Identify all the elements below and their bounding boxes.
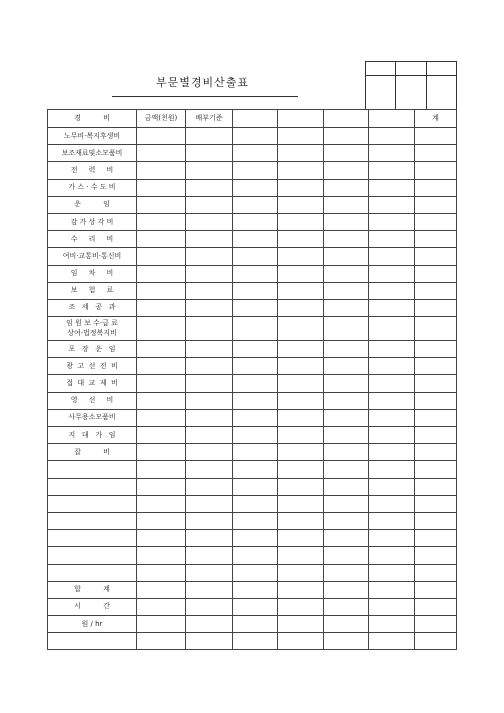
input-cell[interactable] [278, 616, 324, 633]
table-row [48, 282, 457, 299]
input-cell[interactable] [324, 299, 369, 316]
input-cell[interactable] [415, 616, 457, 633]
input-cell[interactable] [369, 282, 415, 299]
input-cell[interactable] [137, 392, 186, 409]
input-cell[interactable] [137, 179, 186, 196]
table-row [48, 581, 457, 598]
input-cell[interactable] [278, 427, 324, 444]
input-cell[interactable] [324, 512, 369, 529]
input-cell[interactable] [233, 317, 278, 341]
row-label: 접 대 교 제 비 [48, 375, 137, 392]
input-cell[interactable] [415, 581, 457, 598]
input-cell[interactable] [369, 196, 415, 213]
input-cell[interactable] [233, 248, 278, 265]
input-cell[interactable] [137, 444, 186, 461]
input-cell[interactable] [137, 547, 186, 564]
input-cell[interactable] [278, 145, 324, 162]
input-cell[interactable] [137, 478, 186, 495]
input-cell[interactable] [137, 616, 186, 633]
input-cell[interactable] [186, 478, 233, 495]
input-cell[interactable] [324, 392, 369, 409]
input-cell[interactable] [324, 530, 369, 547]
input-cell[interactable] [415, 265, 457, 282]
input-cell[interactable] [369, 213, 415, 230]
input-cell[interactable] [324, 162, 369, 179]
header-amount: 금액(천원) [137, 110, 186, 128]
input-cell[interactable] [415, 162, 457, 179]
input-cell[interactable] [278, 530, 324, 547]
input-cell[interactable] [186, 265, 233, 282]
row-label: 시 간 [48, 598, 137, 615]
input-cell[interactable] [324, 231, 369, 248]
approval-title-cell-1 [366, 62, 396, 76]
input-cell[interactable] [137, 196, 186, 213]
table-row [48, 358, 457, 375]
input-cell[interactable] [186, 317, 233, 341]
input-cell[interactable] [369, 299, 415, 316]
input-cell[interactable] [369, 145, 415, 162]
input-cell[interactable] [278, 128, 324, 145]
row-label: 광 고 선 전 비 [48, 358, 137, 375]
row-label: 여비·교통비·통신비 [48, 248, 137, 265]
input-cell[interactable] [324, 478, 369, 495]
input-cell[interactable] [369, 461, 415, 478]
row-label [48, 564, 137, 581]
input-cell[interactable] [324, 128, 369, 145]
input-cell[interactable] [415, 341, 457, 358]
input-cell[interactable] [137, 564, 186, 581]
input-cell[interactable] [186, 564, 233, 581]
input-cell[interactable] [369, 616, 415, 633]
input-cell[interactable] [186, 633, 233, 650]
approval-title-cell-2 [396, 62, 427, 76]
row-label: 감 가 상 각 비 [48, 213, 137, 230]
table-row [48, 495, 457, 512]
input-cell[interactable] [233, 530, 278, 547]
input-cell[interactable] [186, 461, 233, 478]
input-cell[interactable] [415, 512, 457, 529]
row-label: 지 대 가 임 [48, 427, 137, 444]
input-cell[interactable] [415, 358, 457, 375]
input-cell[interactable] [186, 375, 233, 392]
table-row [48, 461, 457, 478]
input-cell[interactable] [369, 547, 415, 564]
input-cell[interactable] [186, 530, 233, 547]
approval-sign-cell-2[interactable] [396, 76, 427, 110]
input-cell[interactable] [233, 341, 278, 358]
input-cell[interactable] [137, 282, 186, 299]
row-label: 보조재료및소모품비 [48, 145, 137, 162]
input-cell[interactable] [186, 598, 233, 615]
input-cell[interactable] [186, 128, 233, 145]
input-cell[interactable] [369, 409, 415, 426]
input-cell[interactable] [186, 444, 233, 461]
row-label [48, 512, 137, 529]
table-row [48, 530, 457, 547]
input-cell[interactable] [369, 248, 415, 265]
input-cell[interactable] [186, 358, 233, 375]
input-cell[interactable] [369, 581, 415, 598]
input-cell[interactable] [324, 341, 369, 358]
input-cell[interactable] [137, 213, 186, 230]
input-cell[interactable] [415, 409, 457, 426]
table-row [48, 392, 457, 409]
input-cell[interactable] [186, 581, 233, 598]
input-cell[interactable] [324, 444, 369, 461]
input-cell[interactable] [324, 495, 369, 512]
input-cell[interactable] [415, 495, 457, 512]
input-cell[interactable] [233, 196, 278, 213]
input-cell[interactable] [137, 375, 186, 392]
input-cell[interactable] [186, 409, 233, 426]
row-label: 보 험 료 [48, 282, 137, 299]
input-cell[interactable] [233, 282, 278, 299]
table-row [48, 616, 457, 633]
row-label: 조 세 공 과 [48, 299, 137, 316]
input-cell[interactable] [415, 213, 457, 230]
input-cell[interactable] [186, 179, 233, 196]
row-label: 잡 비 [48, 444, 137, 461]
input-cell[interactable] [324, 461, 369, 478]
input-cell[interactable] [233, 616, 278, 633]
input-cell[interactable] [233, 392, 278, 409]
input-cell[interactable] [186, 547, 233, 564]
input-cell[interactable] [137, 299, 186, 316]
input-cell[interactable] [233, 299, 278, 316]
row-label: 수 리 비 [48, 231, 137, 248]
row-label: 합 계 [48, 581, 137, 598]
input-cell[interactable] [415, 128, 457, 145]
input-cell[interactable] [137, 358, 186, 375]
input-cell[interactable] [369, 128, 415, 145]
row-label [48, 461, 137, 478]
approval-sign-cell-3[interactable] [427, 76, 457, 110]
input-cell[interactable] [233, 128, 278, 145]
row-label: 포 장 운 임 [48, 341, 137, 358]
input-cell[interactable] [278, 444, 324, 461]
input-cell[interactable] [415, 547, 457, 564]
input-cell[interactable] [186, 495, 233, 512]
input-cell[interactable] [324, 409, 369, 426]
input-cell[interactable] [278, 598, 324, 615]
row-label [48, 317, 137, 341]
table-row [48, 341, 457, 358]
table-row [48, 265, 457, 282]
input-cell[interactable] [233, 564, 278, 581]
input-cell[interactable] [137, 598, 186, 615]
input-cell[interactable] [369, 392, 415, 409]
row-label [48, 547, 137, 564]
row-label [48, 530, 137, 547]
table-row [48, 317, 457, 341]
input-cell[interactable] [278, 179, 324, 196]
input-cell[interactable] [415, 145, 457, 162]
input-cell[interactable] [278, 358, 324, 375]
input-cell[interactable] [369, 162, 415, 179]
input-cell[interactable] [324, 317, 369, 341]
input-cell[interactable] [415, 461, 457, 478]
input-cell[interactable] [233, 547, 278, 564]
input-cell[interactable] [369, 358, 415, 375]
input-cell[interactable] [233, 461, 278, 478]
input-cell[interactable] [137, 495, 186, 512]
row-label [48, 478, 137, 495]
input-cell[interactable] [415, 231, 457, 248]
input-cell[interactable] [186, 616, 233, 633]
input-cell[interactable] [278, 581, 324, 598]
input-cell[interactable] [137, 581, 186, 598]
table-row [48, 248, 457, 265]
input-cell[interactable] [415, 392, 457, 409]
input-cell[interactable] [369, 317, 415, 341]
input-cell[interactable] [233, 409, 278, 426]
input-cell[interactable] [233, 358, 278, 375]
input-cell[interactable] [278, 392, 324, 409]
input-cell[interactable] [186, 282, 233, 299]
input-cell[interactable] [324, 633, 369, 650]
table-row [48, 231, 457, 248]
input-cell[interactable] [369, 478, 415, 495]
input-cell[interactable] [186, 392, 233, 409]
row-label: 사무용소모품비 [48, 409, 137, 426]
input-cell[interactable] [415, 633, 457, 650]
table-row [48, 598, 457, 615]
input-cell[interactable] [324, 196, 369, 213]
row-label-line: 상여·법정복지비 [67, 328, 117, 337]
table-row [48, 633, 457, 650]
input-cell[interactable] [278, 512, 324, 529]
input-cell[interactable] [324, 248, 369, 265]
approval-box [365, 61, 457, 110]
table-row [48, 179, 457, 196]
table-row [48, 444, 457, 461]
input-cell[interactable] [324, 427, 369, 444]
input-cell[interactable] [278, 213, 324, 230]
table-row [48, 196, 457, 213]
header-dept-4 [369, 110, 415, 128]
input-cell[interactable] [186, 248, 233, 265]
table-row [48, 512, 457, 529]
input-cell[interactable] [415, 530, 457, 547]
table-row [48, 299, 457, 316]
input-cell[interactable] [415, 444, 457, 461]
input-cell[interactable] [278, 461, 324, 478]
input-cell[interactable] [233, 581, 278, 598]
input-cell[interactable] [137, 145, 186, 162]
input-cell[interactable] [324, 564, 369, 581]
input-cell[interactable] [324, 547, 369, 564]
table-row [48, 145, 457, 162]
row-label: 노무비·복지후생비 [48, 128, 137, 145]
input-cell[interactable] [324, 598, 369, 615]
header-basis: 배부기준 [186, 110, 233, 128]
header-dept-3 [324, 110, 369, 128]
input-cell[interactable] [415, 196, 457, 213]
input-cell[interactable] [324, 358, 369, 375]
input-cell[interactable] [233, 179, 278, 196]
input-cell[interactable] [233, 213, 278, 230]
input-cell[interactable] [324, 179, 369, 196]
input-cell[interactable] [233, 162, 278, 179]
table-row [48, 547, 457, 564]
input-cell[interactable] [324, 213, 369, 230]
input-cell[interactable] [415, 478, 457, 495]
input-cell[interactable] [233, 598, 278, 615]
approval-title-cell-3 [427, 62, 457, 76]
input-cell[interactable] [324, 375, 369, 392]
input-cell[interactable] [137, 248, 186, 265]
input-cell[interactable] [278, 633, 324, 650]
input-cell[interactable] [278, 162, 324, 179]
table-row [48, 564, 457, 581]
input-cell[interactable] [233, 633, 278, 650]
row-label: 원 / hr [48, 616, 137, 633]
input-cell[interactable] [278, 375, 324, 392]
input-cell[interactable] [415, 179, 457, 196]
header-dept-2 [278, 110, 324, 128]
input-cell[interactable] [369, 265, 415, 282]
input-cell[interactable] [324, 145, 369, 162]
input-cell[interactable] [233, 427, 278, 444]
table-header-row [48, 110, 457, 128]
input-cell[interactable] [233, 495, 278, 512]
expense-table [47, 109, 457, 650]
input-cell[interactable] [186, 145, 233, 162]
row-label: 영 선 비 [48, 392, 137, 409]
input-cell[interactable] [369, 633, 415, 650]
table-row [48, 478, 457, 495]
input-cell[interactable] [278, 248, 324, 265]
table-row [48, 427, 457, 444]
input-cell[interactable] [137, 530, 186, 547]
input-cell[interactable] [233, 231, 278, 248]
input-cell[interactable] [137, 409, 186, 426]
input-cell[interactable] [324, 265, 369, 282]
input-cell[interactable] [278, 231, 324, 248]
input-cell[interactable] [137, 128, 186, 145]
input-cell[interactable] [369, 231, 415, 248]
input-cell[interactable] [278, 495, 324, 512]
input-cell[interactable] [324, 282, 369, 299]
input-cell[interactable] [278, 341, 324, 358]
input-cell[interactable] [137, 427, 186, 444]
input-cell[interactable] [369, 427, 415, 444]
input-cell[interactable] [369, 564, 415, 581]
input-cell[interactable] [415, 564, 457, 581]
row-label [48, 495, 137, 512]
table-row [48, 375, 457, 392]
input-cell[interactable] [278, 478, 324, 495]
input-cell[interactable] [137, 633, 186, 650]
input-cell[interactable] [233, 444, 278, 461]
input-cell[interactable] [415, 375, 457, 392]
input-cell[interactable] [186, 341, 233, 358]
row-label: 가 스 · 수 도 비 [48, 179, 137, 196]
input-cell[interactable] [415, 427, 457, 444]
table-row [48, 128, 457, 145]
input-cell[interactable] [233, 145, 278, 162]
input-cell[interactable] [415, 299, 457, 316]
input-cell[interactable] [415, 317, 457, 341]
input-cell[interactable] [186, 196, 233, 213]
row-label [48, 633, 137, 650]
row-label: 임 차 비 [48, 265, 137, 282]
input-cell[interactable] [186, 231, 233, 248]
input-cell[interactable] [186, 162, 233, 179]
table-row [48, 162, 457, 179]
input-cell[interactable] [369, 341, 415, 358]
document-title: 부문별경비산출표 [155, 76, 249, 89]
input-cell[interactable] [415, 598, 457, 615]
input-cell[interactable] [369, 530, 415, 547]
input-cell[interactable] [278, 196, 324, 213]
input-cell[interactable] [278, 317, 324, 341]
input-cell[interactable] [137, 512, 186, 529]
input-cell[interactable] [137, 231, 186, 248]
input-cell[interactable] [415, 282, 457, 299]
input-cell[interactable] [369, 375, 415, 392]
input-cell[interactable] [186, 213, 233, 230]
input-cell[interactable] [278, 265, 324, 282]
input-cell[interactable] [233, 512, 278, 529]
table-row [48, 213, 457, 230]
input-cell[interactable] [137, 162, 186, 179]
input-cell[interactable] [415, 248, 457, 265]
input-cell[interactable] [137, 461, 186, 478]
title-underline [112, 96, 298, 97]
input-cell[interactable] [186, 512, 233, 529]
input-cell[interactable] [137, 317, 186, 341]
header-total: 계 [415, 110, 457, 128]
input-cell[interactable] [324, 581, 369, 598]
input-cell[interactable] [137, 341, 186, 358]
table-row [48, 409, 457, 426]
input-cell[interactable] [369, 179, 415, 196]
input-cell[interactable] [278, 409, 324, 426]
input-cell[interactable] [278, 547, 324, 564]
input-cell[interactable] [186, 299, 233, 316]
input-cell[interactable] [369, 598, 415, 615]
approval-sign-cell-1[interactable] [366, 76, 396, 110]
input-cell[interactable] [233, 478, 278, 495]
input-cell[interactable] [369, 444, 415, 461]
input-cell[interactable] [233, 375, 278, 392]
input-cell[interactable] [186, 427, 233, 444]
header-expense: 경 비 [48, 110, 137, 128]
input-cell[interactable] [369, 495, 415, 512]
input-cell[interactable] [278, 282, 324, 299]
row-label: 전 력 비 [48, 162, 137, 179]
row-label: 운 임 [48, 196, 137, 213]
input-cell[interactable] [233, 265, 278, 282]
header-dept-1 [233, 110, 278, 128]
input-cell[interactable] [278, 299, 324, 316]
input-cell[interactable] [137, 265, 186, 282]
input-cell[interactable] [369, 512, 415, 529]
row-label-line: 임 원 보 수·급 료 [66, 319, 118, 328]
input-cell[interactable] [324, 616, 369, 633]
input-cell[interactable] [278, 564, 324, 581]
